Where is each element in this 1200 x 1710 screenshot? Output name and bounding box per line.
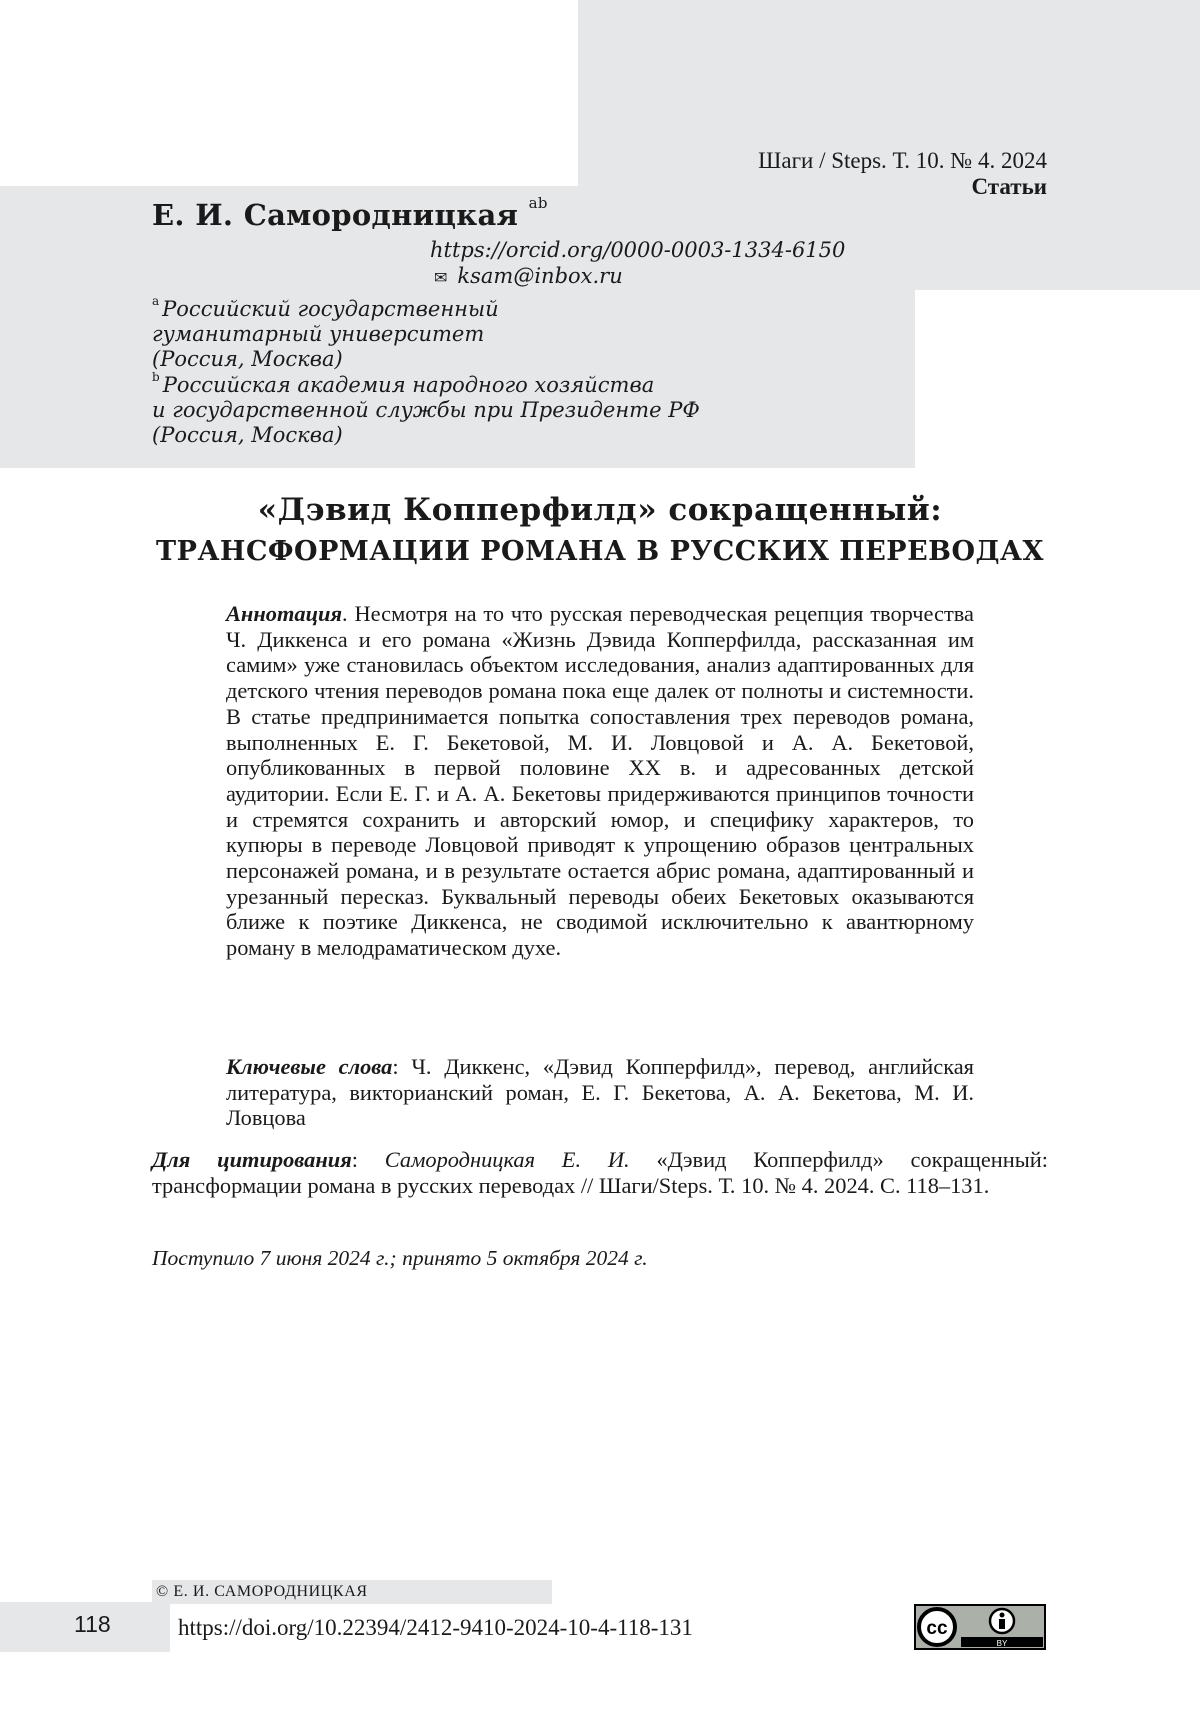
author-name: Е. И. Самородницкая ab	[152, 198, 548, 232]
email-address: ksam@inbox.ru	[457, 264, 622, 288]
page-number: 118	[74, 1611, 111, 1638]
doi-link[interactable]: https://doi.org/10.22394/2412-9410-2024-10-4-118-131	[178, 1615, 693, 1641]
affiliation-mark: b	[152, 370, 160, 384]
keywords-label: Ключевые слова	[226, 1054, 392, 1079]
article-title-line1: «Дэвид Копперфилд» сокращенный:	[0, 492, 1200, 528]
affiliation-a: a Российский государственный гуманитарный университет (Россия, Москва)	[152, 292, 772, 372]
keywords: Ключевые слова: Ч. Диккенс, «Дэвид Копперфилд», перевод, английская литература, викторианский роман, Е. Г. Бекетова, А. А. Бекетова, М. И. Ловцова	[226, 1054, 974, 1131]
by-mark: BY	[997, 1639, 1008, 1648]
cc-mark: cc	[926, 1618, 948, 1639]
citation-label: Для цитирования	[152, 1147, 352, 1172]
abstract-label: Аннотация	[226, 601, 342, 626]
keywords-text: Ч. Диккенс, «Дэвид Копперфилд», перевод, английская литература, викторианский роман, Е. Г. Бекетова, А. А. Бекетова, М. И. Ловцова	[226, 1054, 974, 1130]
envelope-icon: ✉	[434, 268, 447, 287]
journal-section: Статьи	[758, 174, 1047, 200]
copyright: © Е. И. САМОРОДНИЦКАЯ	[156, 1583, 368, 1601]
submission-dates: Поступило 7 июня 2024 г.; принято 5 октября 2024 г.	[152, 1246, 648, 1271]
author-email[interactable]	[434, 264, 623, 288]
abstract-text: Несмотря на то что русская переводческая рецепция творчества Ч. Диккенса и его романа «Жизнь Дэвида Копперфилда, рассказанная им самим» уже становилась объектом исследования, анализ адаптированных для детского чтения переводов романа пока еще далек от полноты и системности. В статье предпринимается попытка сопоставления трех переводов романа, выполненных Е. Г. Бекетовой, М. И. Ловцовой и А. А. Бекетовой, опубликованных в первой половине XX в. и адресованных детской аудитории. Если Е. Г. и А. А. Бекетовы придерживаются принципов точности и стремятся сохранить и авторский юмор, и специфику характеров, то купюры в переводе Ловцовой приводят к упрощению образов центральных персонажей романа, и в результате остается абрис романа, адаптированный и урезанный пересказ. Буквальный переводы обеих Бекетовых оказываются ближе к поэтике Диккенса, не сводимой исключительно к авантюрному роману в мелодраматическом духе.	[226, 601, 974, 960]
abstract: Аннотация. Несмотря на то что русская переводческая рецепция творчества Ч. Диккенса и его романа «Жизнь Дэвида Копперфилда, рассказанная им самим» уже становилась объектом исследования, анализ адаптированных для детского чтения переводов романа пока еще далек от полноты и системности. В статье предпринимается попытка сопоставления трех переводов романа, выполненных Е. Г. Бекетовой, М. И. Ловцовой и А. А. Бекетовой, опубликованных в первой половине XX в. и адресованных детской аудитории. Если Е. Г. и А. А. Бекетовы придерживаются принципов точности и стремятся сохранить и авторский юмор, и специфику характеров, то купюры в переводе Ловцовой приводят к упрощению образов центральных персонажей романа, и в результате остается абрис романа, адаптированный и урезанный пересказ. Буквальный переводы обеих Бекетовых оказываются ближе к поэтике Диккенса, не сводимой исключительно к авантюрному роману в мелодраматическом духе.	[226, 601, 974, 961]
affiliation-mark: a	[152, 294, 159, 308]
citation: Для цитирования: Самородницкая Е. И. «Дэвид Копперфилд» сокращенный: трансформации романа в русских переводах // Шаги/Steps. Т. 10. № 4. 2024. С. 118–131.	[152, 1147, 1048, 1198]
cc-by-license-icon[interactable]	[914, 1604, 1046, 1650]
orcid-link[interactable]: https://orcid.org/0000-0003-1334-6150	[430, 238, 845, 262]
citation-text: «Дэвид Копперфилд» сокращенный: трансформации романа в русских переводах // Шаги/Steps. Т. 10. № 4. 2024. С. 118–131.	[152, 1147, 1048, 1198]
journal-info	[758, 148, 1047, 200]
author-affiliation-marks: ab	[529, 194, 548, 212]
article-title-line2: ТРАНСФОРМАЦИИ РОМАНА В РУССКИХ ПЕРЕВОДАХ	[0, 536, 1200, 567]
affiliation-b: b Российская академия народного хозяйства и государственной службы при Президенте РФ (Россия, Москва)	[152, 368, 772, 448]
citation-author: Самородницкая Е. И.	[385, 1147, 630, 1172]
journal-line: Шаги / Steps. Т. 10. № 4. 2024	[758, 148, 1047, 174]
